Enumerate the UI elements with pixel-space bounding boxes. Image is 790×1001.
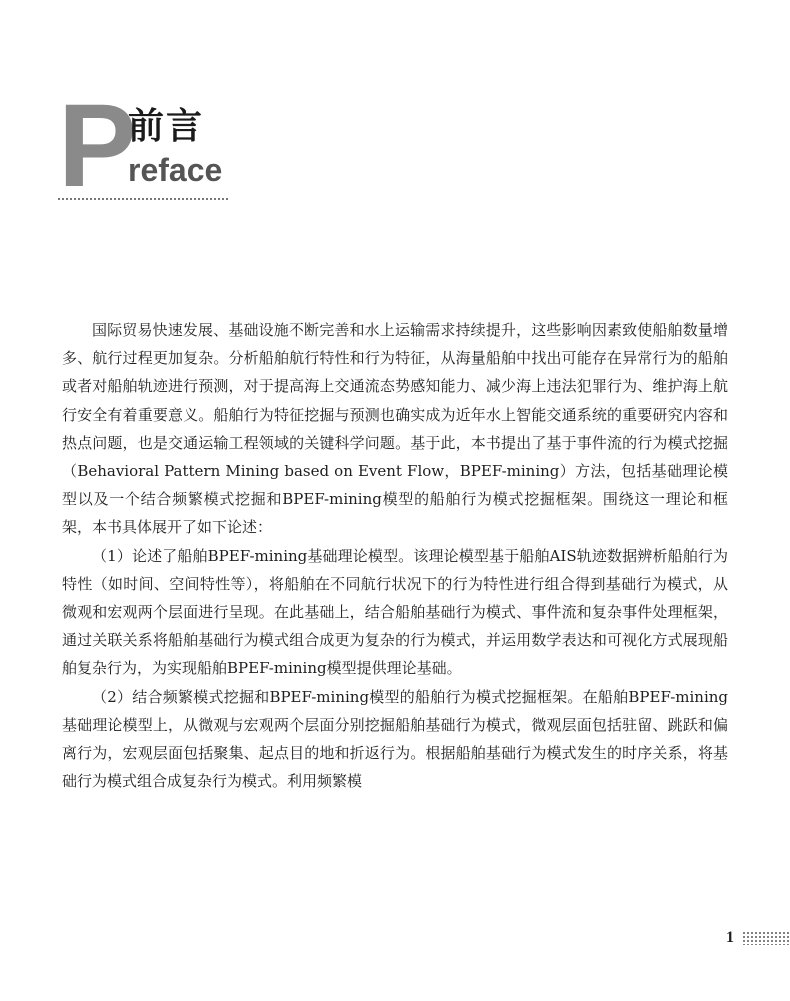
- chapter-title-chinese: 前言: [128, 106, 205, 147]
- page-number: 1: [726, 929, 734, 946]
- paragraph-point-1: （1）论述了船舶BPEF-mining基础理论模型。该理论模型基于船舶AIS轨迹数据辨析船舶行为特性（如时间、空间特性等），将船舶在不同航行状况下的行为特性进行组合得到基础行为模式，从微观和宏观两个层面进行呈现。在此基础上，结合船舶基础行为模式、事件流和复杂事件处理框架，通过关联关系将船舶基础行为模式组合成更为复杂的行为模式，并运用数学表达和可视化方式展现船舶复杂行为，为实现船舶BPEF-mining模型提供理论基础。: [62, 546, 728, 678]
- header-initial-letter: P: [58, 80, 137, 212]
- chapter-title-english: reface: [128, 152, 223, 188]
- footer-dot-pattern: [742, 931, 790, 945]
- chapter-header: [58, 80, 233, 212]
- paragraph-point-2: （2）结合频繁模式挖掘和BPEF-mining模型的船舶行为模式挖掘框架。在船舶BPEF-mining基础理论模型上，从微观与宏观两个层面分别挖掘船舶基础行为模式，微观层面包括驻留、跳跃和偏离行为，宏观层面包括聚集、起点目的地和折返行为。根据船舶基础行为模式发生的时序关系，将基础行为模式组合成复杂行为模式。利用频繁模: [62, 687, 728, 791]
- body-text: [62, 316, 728, 795]
- paragraph-intro: 国际贸易快速发展、基础设施不断完善和水上运输需求持续提升，这些影响因素致使船舶数量增多、航行过程更加复杂。分析船舶航行特性和行为特征，从海量船舶中找出可能存在异常行为的船舶或者对船舶轨迹进行预测，对于提高海上交通流态势感知能力、减少海上违法犯罪行为、维护海上航行安全有着重要意义。船舶行为特征挖掘与预测也确实成为近年水上智能交通系统的重要研究内容和热点问题，也是交通运输工程领域的关键科学问题。基于此，本书提出了基于事件流的行为模式挖掘（Behavioral Pattern Mining based on Event Flow，BPEF-mining）方法，包括基础理论模型以及一个结合频繁模式挖掘和BPEF-mining模型的船舶行为模式挖掘框架。围绕这一理论和框架，本书具体展开了如下论述：: [62, 321, 728, 537]
- page-footer: [726, 928, 790, 948]
- header-dotted-rule: [58, 198, 228, 200]
